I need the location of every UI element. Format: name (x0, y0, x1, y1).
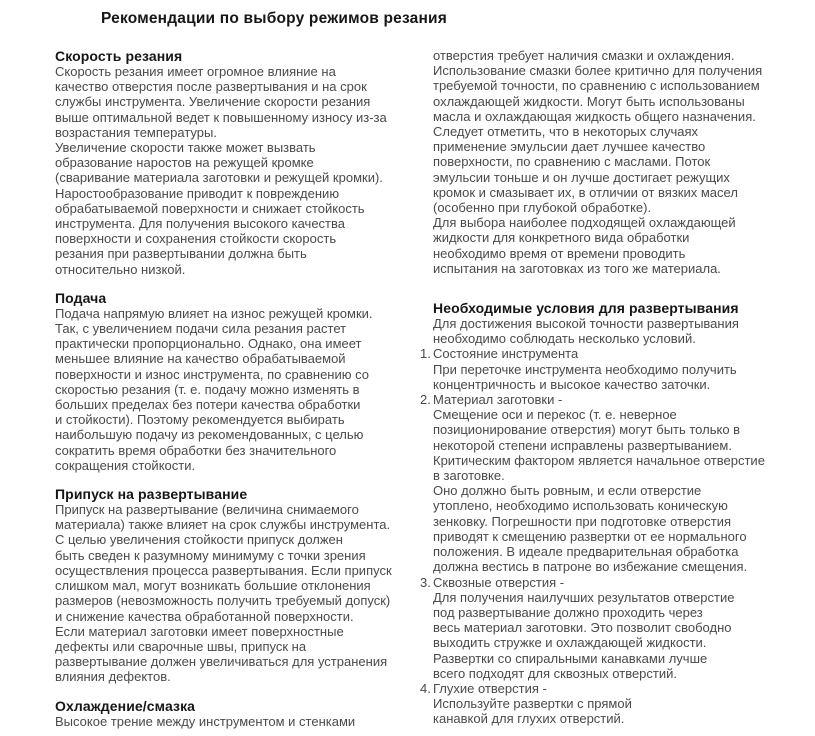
text-line: Следует отметить, что в некоторых случаях (433, 124, 699, 140)
section-heading: Необходимые условия для развертывания (433, 300, 739, 317)
text-line: выше оптимальной ведет к повышенному износу из-за (55, 109, 387, 125)
text-line: практически пропорционально. Однако, она имеет (55, 336, 362, 352)
text-line: под развертывание должно проходить через (433, 604, 703, 620)
text-line: Состояние инструмента (433, 346, 579, 362)
section-cutting-speed (55, 48, 423, 277)
list-item-number: 4. (420, 680, 431, 696)
text-line: Оно должно быть ровным, и если отверстие (433, 483, 702, 499)
section-cooling-lubrication (55, 698, 423, 729)
text-line: применение эмульсии дает лучшее качество (433, 139, 706, 155)
section-heading: Припуск на развертывание (55, 486, 248, 503)
text-line: меньшее влияние на качество обрабатываемой (55, 351, 346, 367)
column-left (55, 48, 423, 729)
text-line: качество отверстия после развертывания и на срок (55, 79, 367, 95)
text-line: Используйте развертки с прямой (433, 696, 632, 712)
text-line: материала) также влияет на срок службы инструмента. (55, 517, 391, 533)
text-line: осуществления процесса развертывания. Если припуск (55, 562, 392, 578)
text-line: концентричность и высокое качество заточки. (433, 376, 711, 392)
text-line: Увеличение скорости также может вызвать (55, 140, 316, 156)
text-line: службы инструмента. Увеличение скорости резания (55, 94, 371, 110)
text-line: сокращения стойкости. (55, 457, 196, 473)
text-line: (особенно при глубокой обработке). (433, 200, 652, 216)
section-heading: Скорость резания (55, 48, 183, 64)
text-line: и снижение качества обработанной поверхности. (55, 608, 354, 624)
text-line: размеров (невозможность получить требуемый допуск) (55, 593, 391, 609)
list-item-number: 1. (420, 346, 431, 362)
section-heading: Охлаждение/смазка (55, 697, 196, 714)
text-line: утоплено, необходимо использовать коническую (433, 498, 728, 514)
text-line: отверстия требует наличия смазки и охлаждения. (433, 48, 735, 63)
text-line: в заготовке. (433, 468, 505, 484)
text-line: Развертки со спиральными канавками лучше (433, 650, 708, 666)
column-right (420, 48, 813, 727)
text-line: быть сведен к разумному минимуму с точки зрения (55, 547, 366, 563)
text-line: Использование смазки более критично для получения (433, 63, 763, 79)
numbered-list-item (420, 346, 813, 392)
text-line: (сваривание материала заготовки и режущей кромки). (55, 170, 383, 186)
text-line: Сквозные отверстия - (433, 574, 565, 590)
text-line: наибольшую подачу из рекомендованных, с целью (55, 427, 364, 443)
text-line: обрабатываемой поверхности и снижает стойкость (55, 200, 365, 216)
text-line: При переточке инструмента необходимо получить (433, 361, 737, 377)
text-line: скоростью резания (т. е. подачу можно изменять в (55, 381, 360, 397)
text-line: Для достижения высокой точности развертывания (433, 316, 739, 332)
text-line: зенковку. Погрешности при подготовке отверстия (433, 513, 731, 529)
text-line: Высокое трение между инструментом и стенками (55, 713, 356, 729)
text-line: Критическим фактором является начальное отверстие (433, 452, 765, 468)
text-line: требуемой точности, по сравнению с использованием (433, 78, 760, 94)
text-line: Так, с увеличением подачи сила резания растет (55, 321, 347, 337)
text-line: поверхности, по сравнению с маслами. Поток (433, 154, 711, 170)
list-item-number: 2. (420, 392, 431, 408)
text-line: Если материал заготовки имеет поверхностные (55, 623, 344, 639)
text-line: эмульсии тоньше и он лучше достигает режущих (433, 169, 730, 185)
text-line: жидкости для конкретного вида обработки (433, 230, 690, 246)
text-line: положения. В идеале предварительная обработка (433, 544, 739, 560)
text-line: влияния дефектов. (55, 669, 171, 685)
section-reaming-allowance (55, 486, 423, 684)
text-line: некоторой степени исправлены развертыванием. (433, 437, 732, 453)
text-line: больших пределах без потери качества обработки (55, 397, 361, 413)
text-line: весь материал заготовки. Это позволит свободно (433, 620, 732, 636)
text-line: Для получения наилучших результатов отверстие (433, 589, 735, 605)
text-line: возрастания температуры. (55, 124, 217, 140)
text-line: относительно низкой. (55, 261, 186, 277)
text-line: масла и охлаждающая жидкость общего назначения. (433, 108, 756, 124)
text-line: охлаждающей жидкости. Могут быть использованы (433, 93, 745, 109)
page-title: Рекомендации по выбору режимов резания (101, 10, 448, 27)
section-feed (55, 290, 423, 473)
section-cooling-lubrication-continued (433, 48, 813, 276)
numbered-list-item (420, 392, 813, 575)
text-line: Подача напрямую влияет на износ режущей кромки. (55, 305, 373, 321)
text-line: поверхности и износ инструмента, по сравнению со (55, 366, 369, 382)
text-line: слишком мал, могут возникать большие отклонения (55, 578, 371, 594)
text-line: выходить стружке и охлаждающей жидкости. (433, 635, 707, 651)
text-line: приводят к смещению развертки от ее нормального (433, 528, 747, 544)
text-line: Скорость резания имеет огромное влияние на (55, 64, 336, 79)
text-line: испытания на заготовках из того же материала. (433, 260, 721, 276)
text-line: образование наростов на режущей кромке (55, 155, 314, 171)
text-line: резания при развертывании должна быть (55, 246, 307, 262)
text-line: поверхности и сохранения стойкости скорость (55, 231, 337, 247)
text-line: канавкой для глухих отверстий. (433, 711, 625, 727)
section-reaming-conditions (420, 300, 813, 727)
numbered-list-item (420, 680, 813, 727)
text-line: позиционирование отверстия) могут быть только в (433, 422, 741, 438)
text-line: развертывание должен увеличиваться для устранения (55, 654, 388, 670)
text-line: дефекты или сварочные швы, припуск на (55, 638, 307, 654)
text-line: инструмента. Для получения высокого качества (55, 216, 345, 232)
numbered-list-item (420, 574, 813, 681)
text-line: необходимо соблюдать несколько условий. (433, 331, 696, 347)
text-line: Глухие отверстия - (433, 680, 547, 696)
list-item-number: 3. (420, 574, 431, 590)
text-line: Для выбора наиболее подходящей охлаждающей (433, 215, 736, 231)
text-line: кромок и смазывает их, в отличии от вязких масел (433, 184, 738, 200)
text-line: сократить время обработки без значительного (55, 442, 337, 458)
text-line: всего подходят для сквозных отверстий. (433, 665, 678, 681)
section-heading: Подача (55, 289, 107, 306)
text-line: С целью увеличения стойкости припуск должен (55, 532, 343, 548)
text-line: должна вестись в патроне во избежание смещения. (433, 559, 748, 575)
text-line: Припуск на развертывание (величина снимаемого (55, 502, 359, 518)
text-line: Наростообразование приводит к повреждению (55, 185, 340, 201)
text-line: Смещение оси и перекос (т. е. неверное (433, 407, 677, 423)
text-line: Материал заготовки - (433, 392, 563, 408)
text-line: необходимо время от времени проводить (433, 245, 686, 261)
text-line: и стойкости). Поэтому рекомендуется выбирать (55, 412, 345, 428)
